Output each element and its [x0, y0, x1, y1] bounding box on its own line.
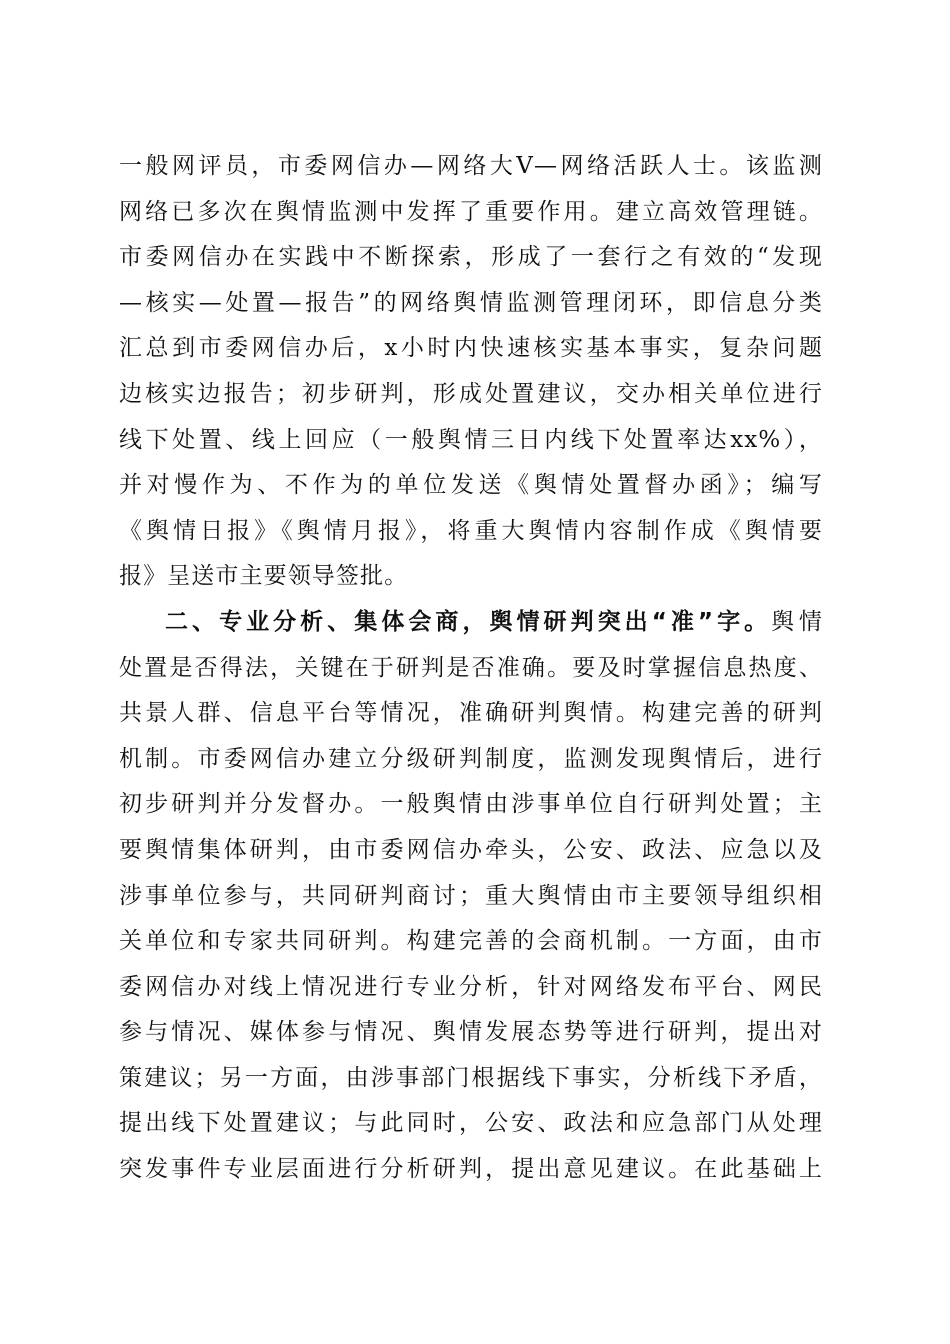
text-line: 参与情况、媒体参与情况、舆情发展态势等进行研判，提出对 — [119, 1019, 823, 1046]
text-line: 线下处置、线上回应（一般舆情三日内线下处置率达xx%）， — [119, 426, 823, 453]
text-line: 策建议；另一方面，由涉事部门根据线下事实，分析线下矛盾， — [119, 1064, 823, 1091]
text-line: 边核实边报告；初步研判，形成处置建议，交办相关单位进行 — [119, 380, 823, 407]
text-line: 共景人群、信息平台等情况，准确研判舆情。构建完善的研判 — [119, 700, 823, 727]
paragraph-2 — [119, 600, 823, 1193]
paragraph-1 — [119, 144, 823, 600]
text-fragment: 舆情 — [771, 608, 823, 635]
text-line: —核实—处置—报告”的网络舆情监测管理闭环，即信息分类 — [119, 289, 823, 316]
text-line: 并对慢作为、不作为的单位发送《舆情处置督办函》；编写 — [119, 472, 823, 499]
text-line: 《舆情日报》《舆情月报》，将重大舆情内容制作成《舆情要 — [119, 517, 823, 544]
text-line: 涉事单位参与，共同研判商讨；重大舆情由市主要领导组织相 — [119, 882, 823, 909]
text-line: 处置是否得法，关键在于研判是否准确。要及时掌握信息热度、 — [119, 654, 823, 681]
text-line: 关单位和专家共同研判。构建完善的会商机制。一方面，由市 — [119, 928, 823, 955]
text-line: 汇总到市委网信办后，x小时内快速核实基本事实，复杂问题 — [119, 335, 823, 362]
text-line: 报》呈送市主要领导签批。 — [119, 563, 409, 590]
text-line: 网络已多次在舆情监测中发挥了重要作用。建立高效管理链。 — [119, 198, 823, 225]
text-line: 突发事件专业层面进行分析研判，提出意见建议。在此基础上 — [119, 1156, 823, 1183]
text-line: 委网信办对线上情况进行专业分析，针对网络发布平台、网民 — [119, 973, 823, 1000]
section-heading: 二、专业分析、集体会商，舆情研判突出“准”字。 — [165, 608, 772, 635]
text-line: 一般网评员，市委网信办—网络大V—网络活跃人士。该监测 — [119, 153, 823, 179]
text-line: 市委网信办在实践中不断探索，形成了一套行之有效的“发现 — [119, 244, 823, 271]
paragraph-2-first-line — [119, 600, 823, 646]
text-line: 要舆情集体研判，由市委网信办牵头，公安、政法、应急以及 — [119, 836, 823, 863]
text-line: 提出线下处置建议；与此同时，公安、政法和应急部门从处理 — [119, 1110, 823, 1137]
body-text — [119, 144, 823, 1193]
text-line: 机制。市委网信办建立分级研判制度，监测发现舆情后，进行 — [119, 745, 823, 772]
text-line: 初步研判并分发督办。一般舆情由涉事单位自行研判处置；主 — [119, 791, 823, 818]
